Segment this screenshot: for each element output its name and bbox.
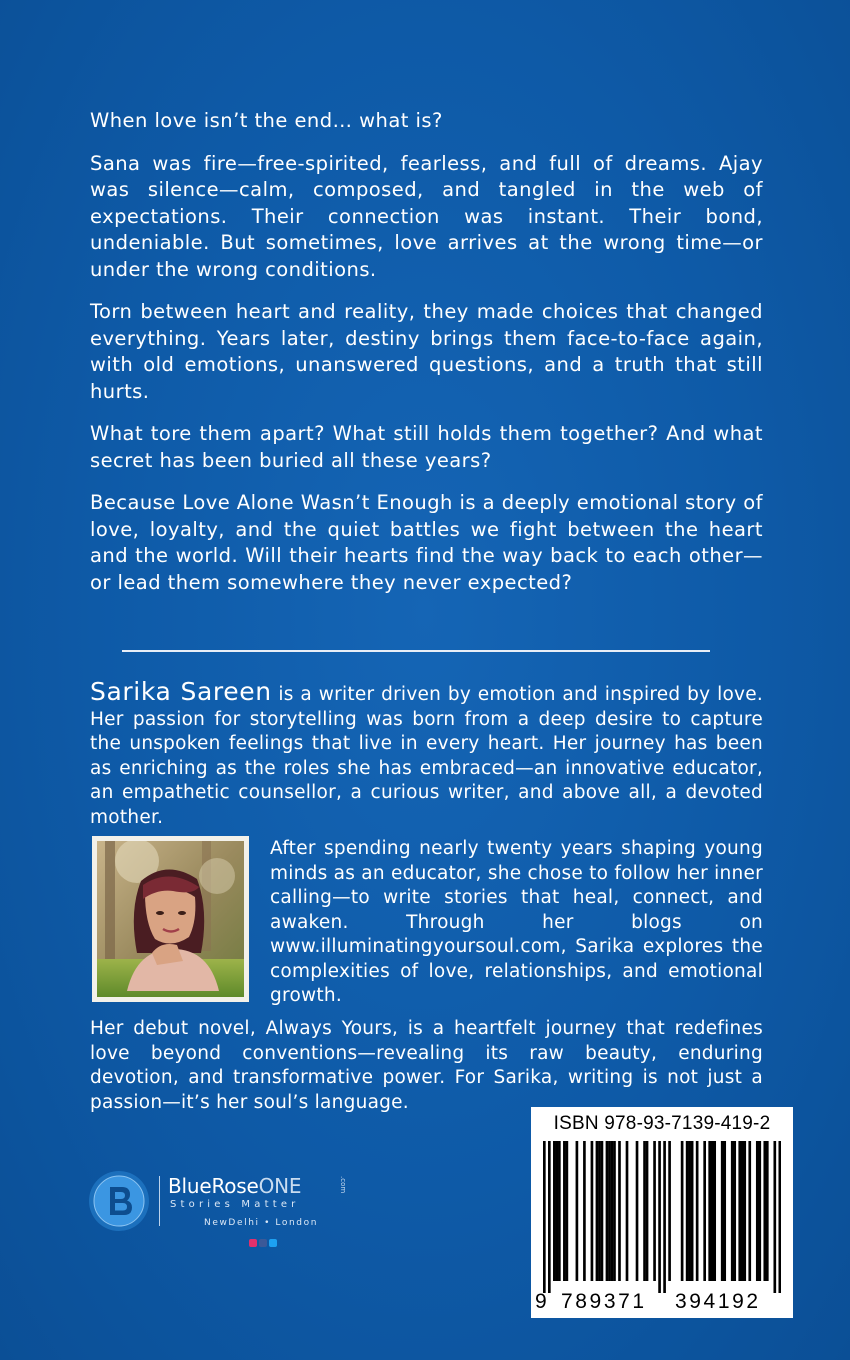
author-photo (92, 836, 249, 1002)
barcode-bar (766, 1141, 769, 1281)
barcode-bars (543, 1141, 781, 1293)
author-name: Sarika Sareen (90, 677, 272, 706)
barcode-bar (646, 1141, 649, 1281)
barcode-bar (558, 1141, 561, 1281)
barcode-bar (653, 1141, 656, 1281)
barcode-bar (658, 1141, 661, 1293)
barcode-bar (566, 1141, 569, 1281)
social-icons (249, 1232, 279, 1242)
blurb-paragraph-2: Torn between heart and reality, they made choices that changed everything. Years later, destiny brings them face-to-face again, with old emotions, unanswered questions, and a truth that still hurts. (90, 300, 763, 403)
barcode-bar (723, 1141, 726, 1281)
ean-left-digits: 789371 (561, 1290, 647, 1313)
barcode-bar (583, 1141, 586, 1281)
barcode-bar (556, 1141, 559, 1281)
ean-right-digits: 394192 (675, 1290, 761, 1313)
author-bio-career: After spending nearly twenty years shaping young minds as an educator, she chose to follow her inner calling—to write stories that heal, connect, and awaken. Through her blogs on www.illuminatingyoursoul.com, Sarika explores the complexities of love, relationships, and emotional growth. (270, 838, 763, 1006)
publisher-block (88, 1168, 368, 1248)
publisher-name: BlueRoseONE (168, 1174, 302, 1198)
barcode-bar (696, 1141, 699, 1281)
barcode-bar (543, 1141, 546, 1293)
blurb-hook: When love isn’t the end… what is? (90, 109, 443, 132)
barcode-bar (731, 1141, 734, 1281)
barcode-bar (773, 1141, 776, 1293)
barcode-bar (576, 1141, 579, 1281)
barcode-bar (643, 1141, 646, 1281)
barcode-bar (756, 1141, 759, 1281)
blurb-paragraph-3: What tore them apart? What still holds them together? And what secret has been buried all these years? (90, 422, 763, 472)
barcode-bar (618, 1141, 621, 1281)
barcode-bar (758, 1141, 761, 1281)
barcode-bar (563, 1141, 566, 1281)
book-blurb (90, 108, 763, 612)
barcode-bar (681, 1141, 684, 1281)
ean-first-digit: 9 (535, 1290, 550, 1313)
barcode-bar (606, 1141, 609, 1281)
publisher-logo-icon (88, 1170, 150, 1232)
facebook-icon (259, 1239, 267, 1247)
barcode-bar (548, 1141, 551, 1293)
barcode-bar (778, 1141, 781, 1293)
publisher-dot-com: .com (339, 1176, 347, 1194)
barcode-bar (721, 1141, 724, 1281)
barcode-bar (748, 1141, 751, 1281)
barcode-bar (688, 1141, 691, 1281)
barcode-bar (608, 1141, 611, 1281)
author-bio-intro (90, 677, 764, 830)
barcode-bar (691, 1141, 694, 1281)
blurb-paragraph-4: Because Love Alone Wasn’t Enough is a deeply emotional story of love, loyalty, and the quiet battles we fight between the heart and the world. Will their hearts find the way back to each other—or lead them somewhere they never expected? (90, 491, 763, 594)
barcode-bar (733, 1141, 736, 1281)
barcode-bar (743, 1141, 746, 1281)
barcode-bar (553, 1141, 556, 1281)
publisher-separator (159, 1176, 160, 1226)
barcode-bar (636, 1141, 639, 1281)
barcode-bar (686, 1141, 689, 1281)
barcode-bar (626, 1141, 629, 1281)
barcode-bar (703, 1141, 706, 1281)
instagram-icon (249, 1239, 257, 1247)
barcode-bar (598, 1141, 601, 1281)
publisher-tagline: Stories Matter (170, 1199, 300, 1210)
twitter-icon (269, 1239, 277, 1247)
barcode-bar (613, 1141, 616, 1281)
isbn-barcode (531, 1107, 793, 1318)
publisher-locations: NewDelhi • London (204, 1218, 319, 1228)
barcode-bar (591, 1141, 594, 1281)
barcode-bar (741, 1141, 744, 1281)
barcode-bar (763, 1141, 766, 1281)
barcode-bar (738, 1141, 741, 1281)
isbn-label: ISBN 978-93-7139-419-2 (553, 1113, 771, 1134)
barcode-bar (611, 1141, 614, 1281)
author-bio-debut: Her debut novel, Always Yours, is a heartfelt journey that redefines love beyond conventions—revealing its raw beauty, enduring devotion, and transformative power. For Sarika, writing is not just a passion—it’s her soul’s language. (90, 1018, 763, 1113)
barcode-bar (663, 1141, 666, 1293)
barcode-bar (713, 1141, 716, 1281)
barcode-bar (711, 1141, 714, 1281)
author-portrait-image (97, 841, 244, 997)
barcode-bar (601, 1141, 604, 1281)
barcode-bar (708, 1141, 711, 1281)
barcode-bar (596, 1141, 599, 1281)
section-divider (122, 650, 710, 652)
barcode-bar (668, 1141, 671, 1281)
author-bio-intro-text: is a writer driven by emotion and inspired by love. Her passion for storytelling was born from a deep desire to capture the unspoken feelings that live in every heart. Her journey has been as enriching as the roles she has embraced—an innovative educator, an empathetic counsellor, a curious writer, and above all, a devoted mother. (90, 684, 764, 828)
blurb-paragraph-1: Sana was fire—free-spirited, fearless, and full of dreams. Ajay was silence—calm, composed, and tangled in the web of expectations. Their connection was instant. Their bond, undeniable. But sometimes, love arrives at the wrong time—or under the wrong conditions. (90, 151, 763, 281)
